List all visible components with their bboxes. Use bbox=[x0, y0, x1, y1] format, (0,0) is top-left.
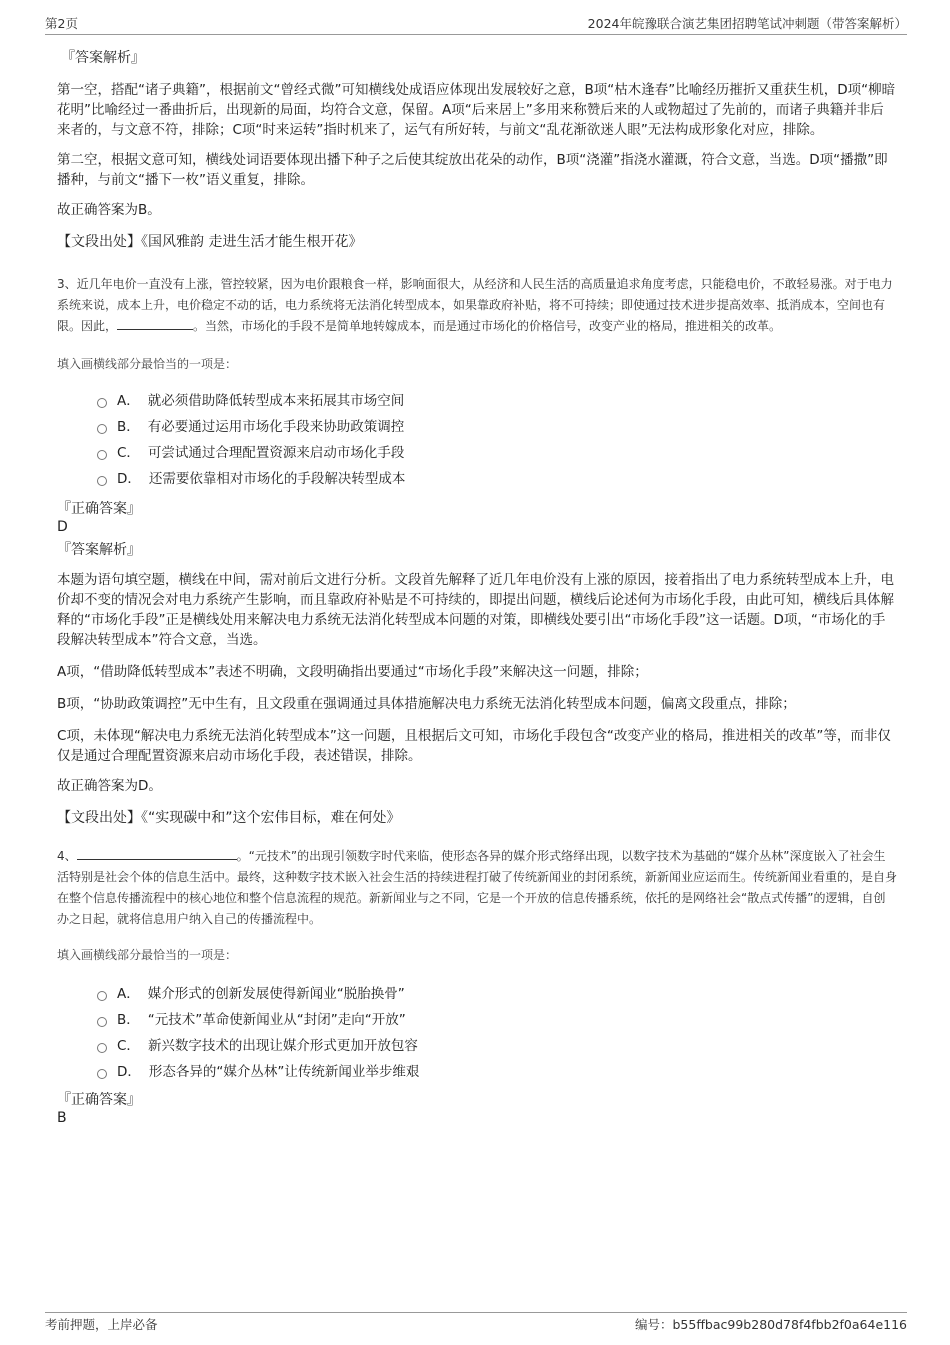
option-a[interactable]: A． 就必须借助降低转型成本来拓展其市场空间 bbox=[97, 388, 897, 414]
radio-icon[interactable] bbox=[97, 1017, 107, 1027]
option-list bbox=[57, 388, 897, 492]
question-text: 3、近几年电价一直没有上涨，管控较紧，因为电价跟粮食一样，影响面很大，从经济和人民生活的高质量追求角度考虑，只能稳电价，不敢轻易涨。对于电力系统来说，成本上升，电价稳定不动的话，电力系统将无法消化转型成本，如果靠政府补贴，将不可持续；即使通过技术进步提高效率、抵消成本，空间也有限。因此， 。当然，市场化的手段不是简单地转嫁成本，而是通过市场化的价格信号，改变产业的格局，推进相关的改革。 bbox=[57, 277, 893, 333]
radio-icon[interactable] bbox=[97, 398, 107, 408]
radio-icon[interactable] bbox=[97, 476, 107, 486]
document-code: 编号：b55ffbac99b280d78f4fbb2f0a64e116 bbox=[634, 1317, 907, 1332]
option-c[interactable]: C． 新兴数字技术的出现让媒介形式更加开放包容 bbox=[97, 1033, 897, 1059]
option-d[interactable]: D． 形态各异的“媒介丛林”让传统新闻业举步维艰 bbox=[97, 1059, 897, 1085]
correct-answer: D bbox=[57, 519, 68, 535]
correct-answer-marker: 『正确答案』 bbox=[57, 501, 141, 517]
radio-icon[interactable] bbox=[97, 450, 107, 460]
question-prompt: 填入画横线部分最恰当的一项是： bbox=[57, 357, 238, 371]
correct-answer-marker: 『正确答案』 bbox=[57, 1092, 141, 1108]
footer-slogan: 考前押题，上岸必备 bbox=[45, 1317, 158, 1332]
question-text: 4、 。“元技术”的出现引领数字时代来临，使形态各异的媒介形式络绎出现，以数字技术为基础的“媒介丛林”深度嵌入了社会生活特别是社会个体的信息生活中。最终，这种数字技术嵌入社会生活的持续进程打破了传统新闻业的封闭系统，新新闻业应运而生。传统新闻业看重的，是自身在整个信息传播流程中的核心地位和整个信息流程的规范。新新闻业与之不同，它是一个开放的信息传播系统，依托的是网络社会“散点式传播”的逻辑，自创办之日起，就将信息用户纳入自己的传播流程中。 bbox=[57, 849, 898, 926]
conclusion: 故正确答案为B。 bbox=[57, 202, 161, 218]
radio-icon[interactable] bbox=[97, 1043, 107, 1053]
question-3 bbox=[57, 274, 897, 828]
option-b[interactable]: B． “元技术”革命使新闻业从“封闭”走向“开放” bbox=[97, 1007, 897, 1033]
analysis-paragraph: 第二空，根据文意可知，横线处词语要体现出播下种子之后使其绽放出花朵的动作，B项“浇灌”指浇水灌溉，符合文意，当选。D项“播撒”即播种，与前文“播下一枚”语义重复，排除。 bbox=[57, 152, 888, 188]
source-citation: 【文段出处】《“实现碳中和”这个宏伟目标，难在何处》 bbox=[57, 810, 401, 826]
analysis-marker: 『答案解析』 bbox=[61, 50, 145, 66]
option-d[interactable]: D． 还需要依靠相对市场化的手段解决转型成本 bbox=[97, 466, 897, 492]
option-b[interactable]: B． 有必要通过运用市场化手段来协助政策调控 bbox=[97, 414, 897, 440]
analysis-option-a: A项，“借助降低转型成本”表述不明确，文段明确指出要通过“市场化手段”来解决这一问题，排除； bbox=[57, 664, 648, 680]
page-content bbox=[57, 48, 897, 1127]
analysis-option-b: B项，“协助政策调控”无中生有，且文段重在强调通过具体措施解决电力系统无法消化转型成本问题，偏离文段重点，排除； bbox=[57, 696, 796, 712]
radio-icon[interactable] bbox=[97, 991, 107, 1001]
question-4 bbox=[57, 846, 897, 1127]
radio-icon[interactable] bbox=[97, 424, 107, 434]
document-title: 2024年皖豫联合演艺集团招聘笔试冲刺题（带答案解析） bbox=[587, 16, 907, 31]
page-header bbox=[45, 14, 907, 35]
option-c[interactable]: C． 可尝试通过合理配置资源来启动市场化手段 bbox=[97, 440, 897, 466]
source-citation: 【文段出处】《国风雅韵 走进生活才能生根开花》 bbox=[57, 234, 363, 250]
analysis-option-c: C项，未体现“解决电力系统无法消化转型成本”这一问题，且根据后文可知，市场化手段包含“改变产业的格局，推进相关的改革”等，而非仅仅是通过合理配置资源来启动市场化手段，表述错误，排除。 bbox=[57, 728, 891, 764]
fill-blank bbox=[117, 317, 193, 330]
correct-answer: B bbox=[57, 1110, 67, 1126]
question-prompt: 填入画横线部分最恰当的一项是： bbox=[57, 948, 238, 962]
analysis-paragraph: 第一空，搭配“诸子典籍”，根据前文“曾经式微”可知横线处成语应体现出发展较好之意，B项“枯木逢春”比喻经历摧折又重获生机，D项“柳暗花明”比喻经过一番曲折后，出现新的局面，均符合文意，保留。A项“后来居上”多用来称赞后来的人或物超过了先前的，而诸子典籍并非后来者的，与文意不符，排除；C项“时来运转”指时机来了，运气有所好转，与前文“乱花渐欲迷人眼”无法构成形象化对应，排除。 bbox=[57, 82, 896, 138]
analysis-paragraph: 本题为语句填空题，横线在中间，需对前后文进行分析。文段首先解释了近几年电价没有上涨的原因，接着指出了电力系统转型成本上升，电价却不变的情况会对电力系统产生影响，而且靠政府补贴是不可持续的，即提出问题，横线后论述何为市场化手段，由此可知，横线后具体解释的“市场化手段”正是横线处用来解决电力系统无法消化转型成本问题的对策，即横线处要引出“市场化手段”这一话题。D项，“市场化的手段解决转型成本”符合文意，当选。 bbox=[57, 572, 894, 648]
q2-tail bbox=[57, 48, 897, 252]
analysis-marker: 『答案解析』 bbox=[57, 542, 141, 558]
radio-icon[interactable] bbox=[97, 1069, 107, 1079]
conclusion: 故正确答案为D。 bbox=[57, 778, 162, 794]
fill-blank bbox=[77, 847, 237, 860]
page-number: 第2页 bbox=[45, 16, 78, 31]
option-list bbox=[57, 981, 897, 1085]
option-a[interactable]: A． 媒介形式的创新发展使得新闻业“脱胎换骨” bbox=[97, 981, 897, 1007]
page-footer bbox=[45, 1312, 907, 1335]
